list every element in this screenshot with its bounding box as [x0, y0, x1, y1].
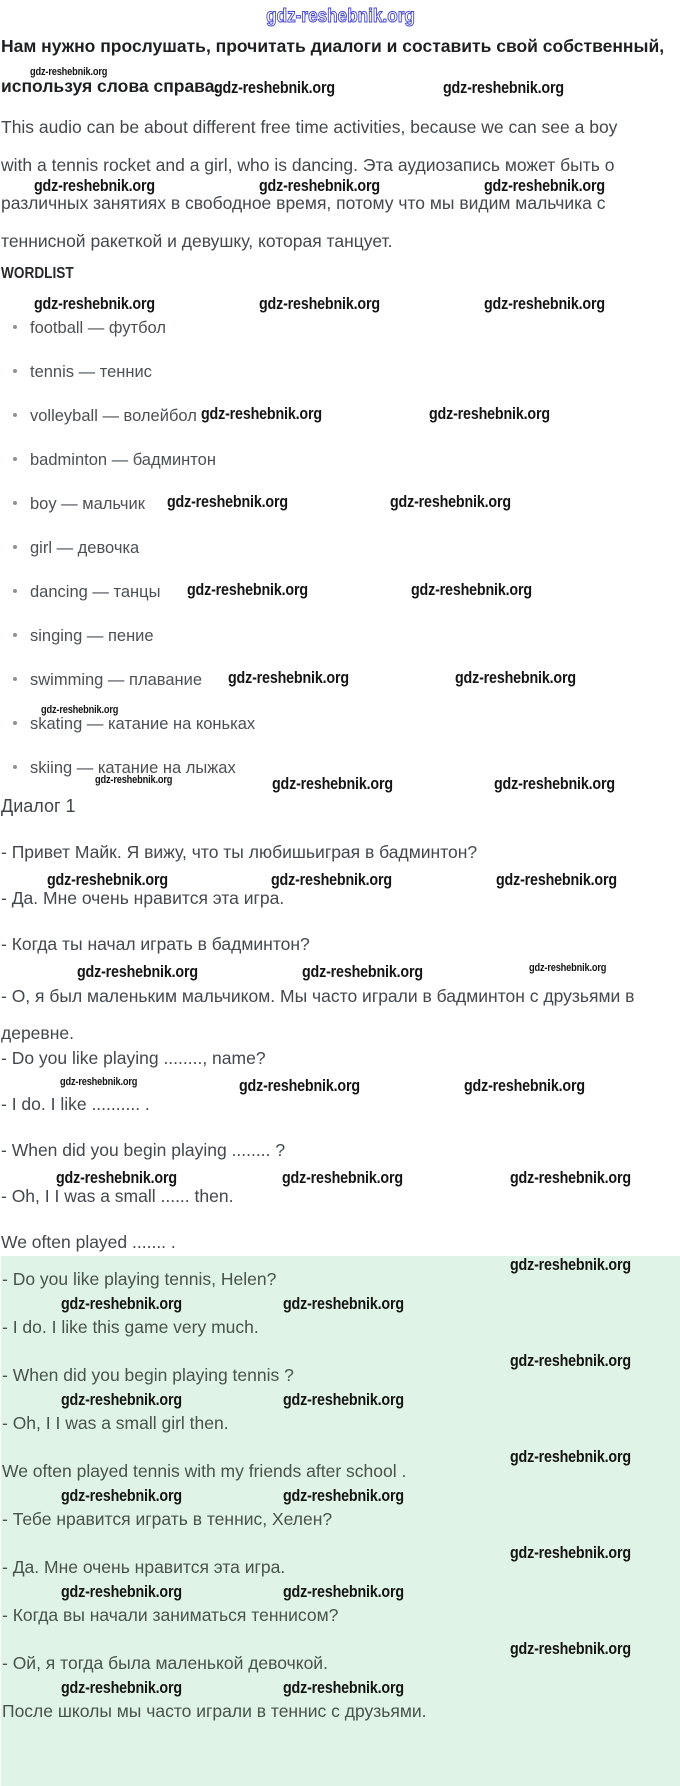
bullet-icon [13, 369, 17, 373]
bullet-icon [13, 457, 17, 461]
watermark: gdz-reshebnik.org [283, 1678, 404, 1697]
watermark: gdz-reshebnik.org [455, 668, 576, 687]
watermark: gdz-reshebnik.org [56, 1168, 177, 1187]
watermark: gdz-reshebnik.org [60, 1076, 138, 1088]
watermark: gdz-reshebnik.org [77, 962, 198, 981]
watermark: gdz-reshebnik.org [484, 294, 605, 313]
answer-lines [2, 1255, 680, 1746]
wordlist-term: singing — пение [30, 627, 154, 645]
watermark: gdz-reshebnik.org [61, 1582, 182, 1601]
watermark: gdz-reshebnik.org [510, 1639, 631, 1658]
watermark: gdz-reshebnik.org [510, 1447, 631, 1466]
watermark: gdz-reshebnik.org [510, 1543, 631, 1562]
dialog-line [1, 978, 635, 1046]
wordlist-item [1, 312, 680, 356]
watermark: gdz-reshebnik.org [61, 1390, 182, 1409]
wordlist-item [1, 752, 680, 796]
watermark: gdz-reshebnik.org [95, 774, 173, 786]
task-heading-line1: Нам нужно прослушать, прочитать диалоги и составить свой собственный, [1, 36, 665, 56]
watermark: gdz-reshebnik.org [496, 870, 617, 889]
dialog-line [2, 1698, 680, 1746]
watermark: gdz-reshebnik.org [429, 404, 550, 423]
answer-section [1, 1256, 680, 1786]
task-heading-line2 [1, 66, 680, 98]
task-heading [1, 35, 680, 98]
watermark: gdz-reshebnik.org [390, 492, 511, 511]
watermark: gdz-reshebnik.org [187, 580, 308, 599]
watermark: gdz-reshebnik.org [61, 1294, 182, 1313]
watermark: gdz-reshebnik.org [510, 1351, 631, 1370]
site-watermark [1, 5, 680, 29]
dialog-line-text: - Do you like playing tennis, Helen? [2, 1269, 277, 1289]
wordlist-item [1, 532, 680, 576]
dialog-line-text: We often played tennis with my friends after school . [2, 1461, 407, 1481]
dialog-line-text: - Oh, I I was a small girl then. [2, 1413, 229, 1433]
watermark: gdz-reshebnik.org [61, 1678, 182, 1697]
bullet-icon [13, 501, 17, 505]
wordlist-term: dancing — танцы [30, 583, 161, 601]
dialog1-title: Диалог 1 [1, 796, 76, 816]
dialog-line-text: - Да. Мне очень нравится эта игра. [2, 1557, 286, 1577]
dialog1-lines [1, 840, 680, 1256]
watermark: gdz-reshebnik.org [201, 404, 322, 423]
wordlist-term: football — футбол [30, 319, 166, 337]
dialog-line-text: - Когда вы начали заниматься теннисом? [2, 1605, 339, 1625]
dialog-line-text: - Ой, я тогда была маленькой девочкой. [2, 1653, 328, 1673]
watermark: gdz-reshebnik.org [283, 1486, 404, 1505]
task-heading-line2-text: используя слова справа. [1, 76, 220, 96]
watermark: gdz-reshebnik.org [272, 774, 393, 793]
dialog-line-text: - Когда ты начал играть в бадминтон? [1, 934, 310, 954]
bullet-icon [13, 413, 17, 417]
watermark: gdz-reshebnik.org [61, 1486, 182, 1505]
wordlist-items [1, 312, 680, 796]
intro-paragraph [1, 108, 680, 260]
watermark: gdz-reshebnik.org [484, 176, 605, 195]
wordlist-title [1, 264, 680, 284]
watermark-row [1, 284, 680, 312]
watermark: gdz-reshebnik.org [214, 78, 335, 97]
wordlist-item [1, 400, 680, 444]
wordlist-item [1, 444, 680, 488]
dialog-line-text: - When did you begin playing ........ ? [1, 1140, 286, 1160]
watermark: gdz-reshebnik.org [494, 774, 615, 793]
watermark: gdz-reshebnik.org [47, 870, 168, 889]
watermark: gdz-reshebnik.org [510, 1255, 631, 1274]
wordlist-item [1, 576, 680, 620]
dialog-line [1, 886, 680, 932]
dialog-line-text: После школы мы часто играли в теннис с друзьями. [2, 1701, 427, 1721]
wordlist-term: volleyball — волейбол [30, 407, 197, 425]
dialog-line-text: - I do. I like .......... . [1, 1094, 150, 1114]
wordlist-item [1, 704, 680, 752]
wordlist-term: badminton — бадминтон [30, 451, 216, 469]
wordlist-term: girl — девочка [30, 539, 140, 557]
bullet-icon [13, 721, 17, 725]
watermark: gdz-reshebnik.org [41, 704, 119, 716]
dialog-line-text: - Oh, I I was a small ...... then. [1, 1186, 234, 1206]
watermark: gdz-reshebnik.org [34, 294, 155, 313]
watermark: gdz-reshebnik.org [302, 962, 423, 981]
watermark: gdz-reshebnik.org [411, 580, 532, 599]
watermark: gdz-reshebnik.org [283, 1390, 404, 1409]
intro-line: with a tennis rocket and a girl, who is dancing. Эта аудиозапись может быть о [1, 155, 615, 175]
bullet-icon [13, 633, 17, 637]
watermark: gdz-reshebnik.org [510, 1168, 631, 1187]
watermark: gdz-reshebnik.org [30, 66, 108, 78]
watermark: gdz-reshebnik.org [443, 78, 564, 97]
dialog-line-text: - When did you begin playing tennis ? [2, 1365, 294, 1385]
wordlist-title-text: WORDLIST [1, 265, 74, 282]
wordlist-item [1, 356, 680, 400]
wordlist-item [1, 620, 680, 664]
dialog-line-text: - Да. Мне очень нравится эта игра. [1, 888, 285, 908]
dialog-line [1, 1092, 680, 1138]
watermark: gdz-reshebnik.org [259, 294, 380, 313]
dialog-line-text: - Привет Майк. Я вижу, что ты любишьиграя в бадминтон? [1, 842, 478, 862]
wordlist-term: skating — катание на коньках [30, 715, 256, 733]
watermark: gdz-reshebnik.org [283, 1294, 404, 1313]
bullet-icon [13, 765, 17, 769]
dialog-line-text: We often played ....... . [1, 1232, 176, 1252]
watermark: gdz-reshebnik.org [282, 1168, 403, 1187]
watermark: gdz-reshebnik.org [259, 176, 380, 195]
watermark: gdz-reshebnik.org [464, 1076, 585, 1095]
watermark: gdz-reshebnik.org [529, 962, 607, 974]
bullet-icon [13, 545, 17, 549]
wordlist-section [1, 264, 680, 796]
wordlist-term: swimming — плавание [30, 671, 203, 689]
dialog-line-text: - О, я был маленьким мальчиком. Мы часто играли в бадминтон с друзьями в деревне. [1, 986, 635, 1043]
dialog-line [1, 1184, 680, 1230]
document-page [0, 5, 680, 1722]
watermark: gdz-reshebnik.org [167, 492, 288, 511]
bullet-icon [13, 677, 17, 681]
intro-line: теннисной ракеткой и девушку, которая танцует. [1, 231, 393, 251]
site-watermark-text: gdz-reshebnik.org [266, 5, 415, 27]
watermark: gdz-reshebnik.org [228, 668, 349, 687]
dialog-line-text: - Тебе нравится играть в теннис, Хелен? [2, 1509, 333, 1529]
watermark: gdz-reshebnik.org [271, 870, 392, 889]
wordlist-term: boy — мальчик [30, 495, 145, 513]
dialog1-section [1, 796, 680, 1256]
dialog-line-text: - I do. I like this game very much. [2, 1317, 259, 1337]
intro-line: различных занятиях в свободное время, потому что мы видим мальчика с [1, 193, 606, 213]
intro-line: This audio can be about different free time activities, because we can see a boy [1, 117, 618, 137]
wordlist-term: skiing — катание на лыжах [30, 759, 236, 777]
wordlist-term: tennis — теннис [30, 363, 152, 381]
bullet-icon [13, 325, 17, 329]
watermark: gdz-reshebnik.org [239, 1076, 360, 1095]
dialog-line [1, 1230, 680, 1256]
wordlist-item [1, 488, 680, 532]
dialog-line-text: - Do you like playing ........, name? [1, 1048, 266, 1068]
watermark: gdz-reshebnik.org [283, 1582, 404, 1601]
bullet-icon [13, 589, 17, 593]
watermark: gdz-reshebnik.org [34, 176, 155, 195]
